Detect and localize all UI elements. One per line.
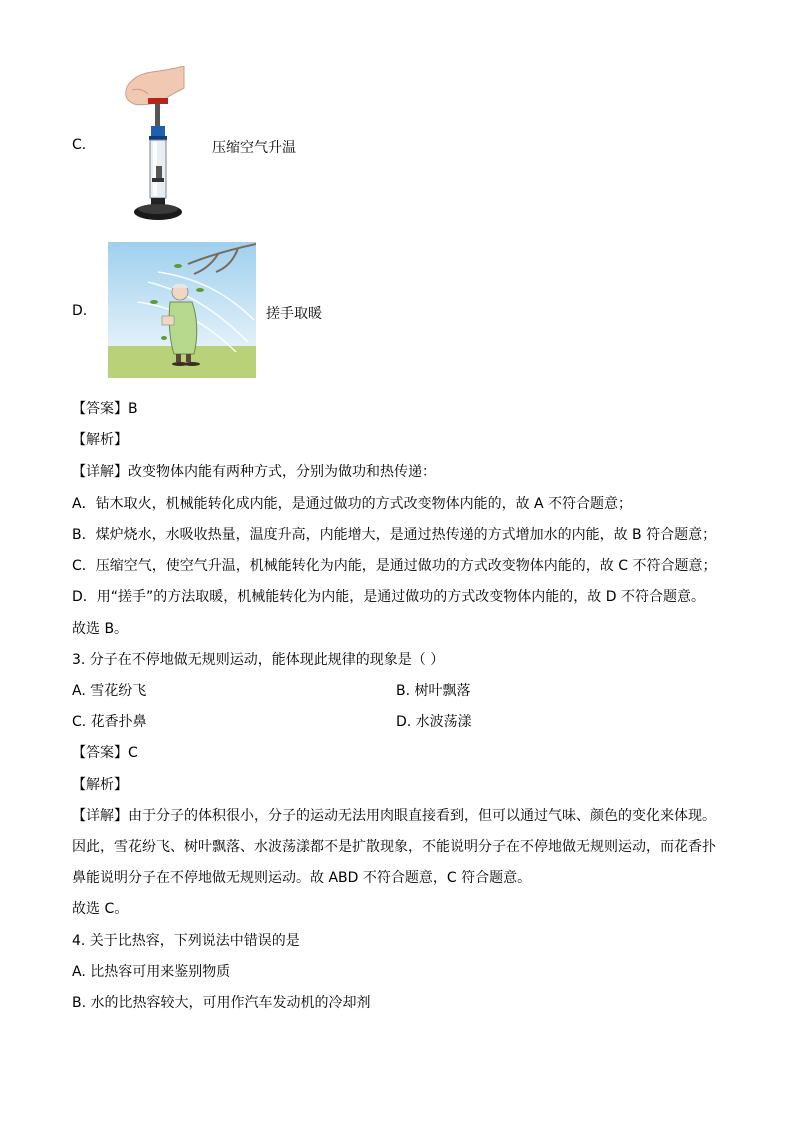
q2-detail-line: C．压缩空气，使空气升温，机械能转化为内能，是通过做功的方式改变物体内能的，故 C 不符合题意； [72, 558, 717, 574]
q3-option-c: C. 花香扑鼻 [72, 714, 147, 730]
q3-detail-line: 因此，雪花纷飞、树叶飘落、水波荡漾都不是扩散现象，不能说明分子在不停地做无规则运动，而花香扑 [72, 839, 716, 855]
q3-detail-line: 鼻能说明分子在不停地做无规则运动。故 ABD 不符合题意，C 符合题意。 [72, 870, 532, 886]
q2-conclusion: 故选 B。 [72, 621, 129, 637]
rubbing-hands-figure [108, 242, 256, 378]
option-c-label: C. [72, 137, 87, 153]
option-d-label: D. [72, 303, 88, 319]
q3-option-d: D. 水波荡漾 [396, 714, 472, 730]
q4-option-b: B. 水的比热容较大，可用作汽车发动机的冷却剂 [72, 995, 371, 1011]
q3-detail-line: 【详解】由于分子的体积很小，分子的运动无法用肉眼直接看到，但可以通过气味、颜色的变化来体现。 [72, 808, 716, 824]
q3-option-b: B. 树叶飘落 [396, 683, 471, 699]
q2-detail-line: B．煤炉烧水，水吸收热量，温度升高，内能增大，是通过热传递的方式增加水的内能，故 B 符合题意； [72, 527, 717, 543]
q3-option-a: A. 雪花纷飞 [72, 683, 147, 699]
q3-conclusion: 故选 C。 [72, 901, 129, 917]
q4-option-a: A. 比热容可用来鉴别物质 [72, 964, 231, 980]
q3-stem: 3. 分子在不停地做无规则运动，能体现此规律的现象是（ ） [72, 652, 445, 668]
q2-analysis-heading: 【解析】 [72, 432, 128, 448]
option-d-caption: 搓手取暖 [266, 306, 322, 322]
option-c-caption: 压缩空气升温 [212, 140, 296, 156]
q2-detail-line: D．用“搓手”的方法取暖，机械能转化为内能，是通过做功的方式改变物体内能的，故 D 不符合题意。 [72, 589, 705, 605]
q3-answer: 【答案】C [72, 745, 138, 761]
q4-stem: 4. 关于比热容，下列说法中错误的是 [72, 933, 300, 949]
q3-analysis-heading: 【解析】 [72, 777, 128, 793]
q2-detail-line: A．钻木取火，机械能转化成内能，是通过做功的方式改变物体内能的，故 A 不符合题意； [72, 496, 633, 512]
q2-answer: 【答案】B [72, 401, 138, 417]
air-pump-figure [118, 66, 190, 222]
q2-detail-line: 【详解】改变物体内能有两种方式，分别为做功和热传递： [72, 464, 436, 480]
